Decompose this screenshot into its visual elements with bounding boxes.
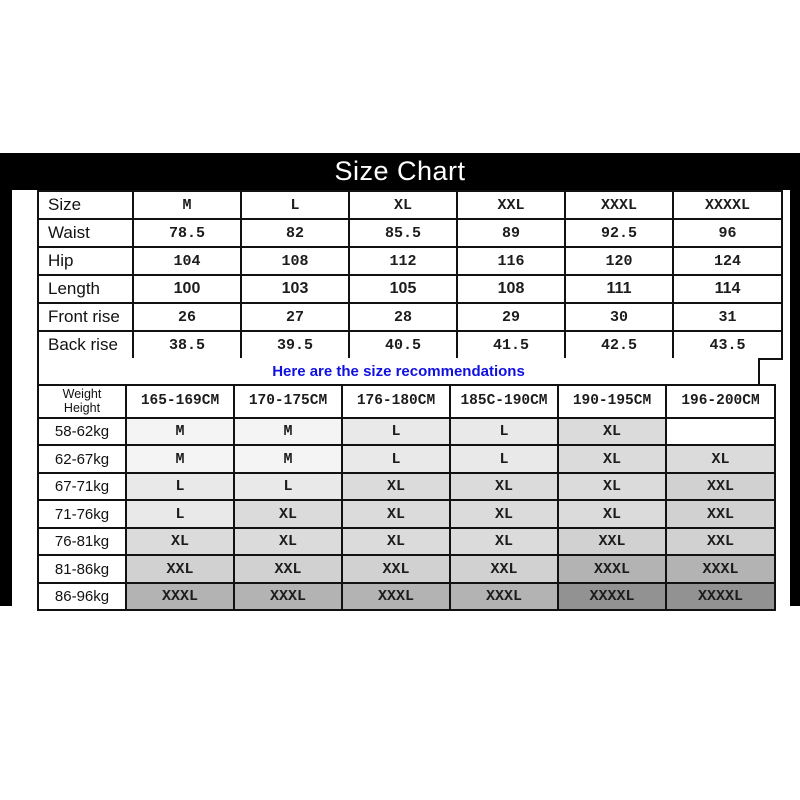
row-label: Size xyxy=(38,191,133,219)
weight-height-corner-cell: Weight Height xyxy=(38,385,126,418)
table-row xyxy=(38,445,775,473)
recommended-size-cell: L xyxy=(450,418,558,446)
recommended-size-cell: M xyxy=(234,418,342,446)
measurement-cell: 104 xyxy=(133,247,241,275)
measurement-cell: 29 xyxy=(457,303,565,331)
measurement-cell: 103 xyxy=(241,275,349,303)
recommended-size-cell: XL xyxy=(450,528,558,556)
recommended-size-cell: XL xyxy=(558,500,666,528)
size-column-header: M xyxy=(133,191,241,219)
measurement-cell: 28 xyxy=(349,303,457,331)
recommended-size-cell: XL xyxy=(126,528,234,556)
height-header-cell: 196-200CM xyxy=(666,385,775,418)
measurement-cell: 42.5 xyxy=(565,331,673,359)
recommended-size-cell: XL xyxy=(234,500,342,528)
measurement-cell: 41.5 xyxy=(457,331,565,359)
recommended-size-cell: XXXL xyxy=(558,555,666,583)
recommended-size-cell: XXL xyxy=(450,555,558,583)
recommended-size-cell: XL xyxy=(342,473,450,501)
weight-label: 67-71kg xyxy=(38,473,126,501)
recommended-size-cell: XXXXL xyxy=(666,583,775,611)
row-label: Waist xyxy=(38,219,133,247)
measurement-cell: 112 xyxy=(349,247,457,275)
table-row xyxy=(38,191,782,219)
weight-label: 62-67kg xyxy=(38,445,126,473)
row-label: Length xyxy=(38,275,133,303)
weight-label: 81-86kg xyxy=(38,555,126,583)
page-title: Size Chart xyxy=(334,156,466,186)
measurement-cell: 108 xyxy=(457,275,565,303)
row-label: Hip xyxy=(38,247,133,275)
recommended-size-cell: M xyxy=(234,445,342,473)
recommended-size-cell: XXL xyxy=(234,555,342,583)
weight-label: 58-62kg xyxy=(38,418,126,446)
measurement-cell: 40.5 xyxy=(349,331,457,359)
size-column-header: XXXL xyxy=(565,191,673,219)
row-label: Front rise xyxy=(38,303,133,331)
recommended-size-cell: XL xyxy=(234,528,342,556)
height-header-cell: 165-169CM xyxy=(126,385,234,418)
measurement-cell: 96 xyxy=(673,219,782,247)
recommended-size-cell: XXL xyxy=(666,473,775,501)
size-column-header: L xyxy=(241,191,349,219)
recommended-size-cell: L xyxy=(342,445,450,473)
measurement-cell: 38.5 xyxy=(133,331,241,359)
recommended-size-cell: XL xyxy=(558,445,666,473)
recommendation-text: Here are the size recommendations xyxy=(272,362,525,380)
size-column-header: XXXXL xyxy=(673,191,782,219)
recommended-size-cell: M xyxy=(126,418,234,446)
table-row xyxy=(38,247,782,275)
height-header-cell: 170-175CM xyxy=(234,385,342,418)
measurement-cell: 39.5 xyxy=(241,331,349,359)
measurement-cell: 114 xyxy=(673,275,782,303)
table-row xyxy=(38,219,782,247)
recommended-size-cell: XXXL xyxy=(450,583,558,611)
recommended-size-cell: L xyxy=(126,473,234,501)
weight-label: 86-96kg xyxy=(38,583,126,611)
measurement-cell: 100 xyxy=(133,275,241,303)
recommended-size-cell: XXXL xyxy=(234,583,342,611)
title-bar xyxy=(0,153,800,190)
weight-label: 71-76kg xyxy=(38,500,126,528)
measurement-cell: 30 xyxy=(565,303,673,331)
measurement-cell: 85.5 xyxy=(349,219,457,247)
measurement-cell: 124 xyxy=(673,247,782,275)
table-row xyxy=(38,303,782,331)
recommended-size-cell: XL xyxy=(450,500,558,528)
height-header-cell: 176-180CM xyxy=(342,385,450,418)
recommended-size-cell: XXL xyxy=(558,528,666,556)
recommended-size-cell: XL xyxy=(558,473,666,501)
recommended-size-cell: L xyxy=(126,500,234,528)
height-header-cell: 185C-190CM xyxy=(450,385,558,418)
size-column-header: XXL xyxy=(457,191,565,219)
measurement-cell: 111 xyxy=(565,275,673,303)
row-label: Back rise xyxy=(38,331,133,359)
recommended-size-cell: XL xyxy=(666,445,775,473)
recommendation-banner xyxy=(37,358,760,384)
recommended-size-cell: L xyxy=(450,445,558,473)
measurement-cell: 27 xyxy=(241,303,349,331)
table-row xyxy=(38,555,775,583)
table-row xyxy=(38,418,775,446)
recommended-size-cell: XXXL xyxy=(342,583,450,611)
weight-label: 76-81kg xyxy=(38,528,126,556)
recommended-size-cell: L xyxy=(342,418,450,446)
recommended-size-cell: XXL xyxy=(666,528,775,556)
size-measurements-table xyxy=(37,190,783,360)
right-frame-strip xyxy=(790,190,800,606)
left-frame-strip xyxy=(0,190,12,606)
measurement-cell: 92.5 xyxy=(565,219,673,247)
measurement-cell: 78.5 xyxy=(133,219,241,247)
table-row xyxy=(38,385,775,418)
recommended-size-cell xyxy=(666,418,775,446)
recommended-size-cell: XL xyxy=(558,418,666,446)
table-row xyxy=(38,275,782,303)
recommended-size-cell: L xyxy=(234,473,342,501)
recommended-size-cell: XXL xyxy=(126,555,234,583)
measurement-cell: 82 xyxy=(241,219,349,247)
recommended-size-cell: XXL xyxy=(666,500,775,528)
measurement-cell: 120 xyxy=(565,247,673,275)
table-row xyxy=(38,473,775,501)
table-row xyxy=(38,500,775,528)
table-row xyxy=(38,331,782,359)
recommended-size-cell: XL xyxy=(342,528,450,556)
table-row xyxy=(38,528,775,556)
recommended-size-cell: XL xyxy=(342,500,450,528)
measurement-cell: 108 xyxy=(241,247,349,275)
recommended-size-cell: M xyxy=(126,445,234,473)
table-row xyxy=(38,583,775,611)
size-column-header: XL xyxy=(349,191,457,219)
recommended-size-cell: XXXXL xyxy=(558,583,666,611)
recommended-size-cell: XXXL xyxy=(666,555,775,583)
height-header-cell: 190-195CM xyxy=(558,385,666,418)
measurement-cell: 26 xyxy=(133,303,241,331)
size-recommendation-table xyxy=(37,384,776,611)
measurement-cell: 105 xyxy=(349,275,457,303)
measurement-cell: 89 xyxy=(457,219,565,247)
recommended-size-cell: XXXL xyxy=(126,583,234,611)
recommended-size-cell: XL xyxy=(450,473,558,501)
recommended-size-cell: XXL xyxy=(342,555,450,583)
measurement-cell: 116 xyxy=(457,247,565,275)
measurement-cell: 31 xyxy=(673,303,782,331)
measurement-cell: 43.5 xyxy=(673,331,782,359)
